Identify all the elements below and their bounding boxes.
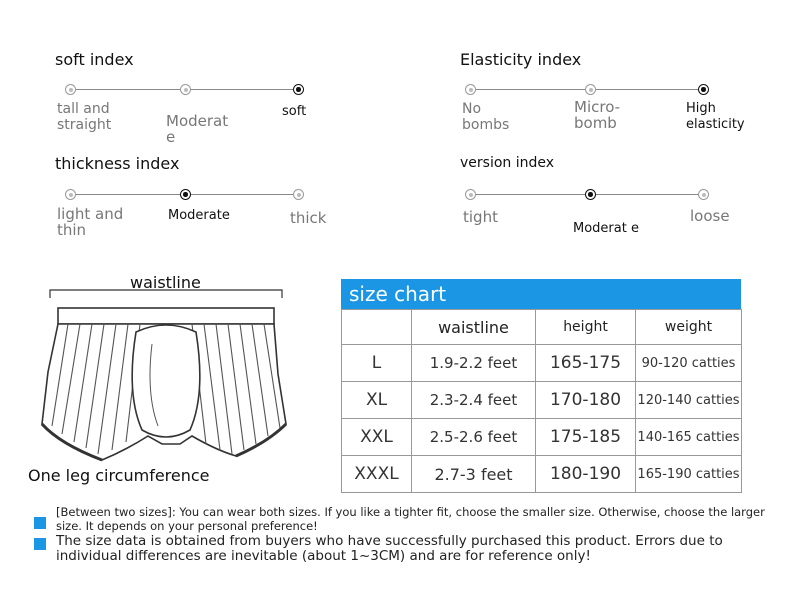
thickness-index-option-2: thick bbox=[290, 209, 327, 227]
note-bullet-icon bbox=[34, 517, 46, 529]
table-row bbox=[342, 456, 742, 493]
front-pouch bbox=[132, 325, 200, 437]
elasticity-index-option-1: Micro- bomb bbox=[574, 98, 621, 132]
note-bullet-icon bbox=[34, 538, 46, 550]
height-cell: 175-185 bbox=[536, 419, 636, 456]
header-waistline: waistline bbox=[412, 310, 536, 345]
table-row bbox=[342, 419, 742, 456]
version-index-option-2: loose bbox=[690, 207, 730, 225]
soft-index-option-0: tall and straight bbox=[57, 101, 112, 133]
weight-cell: 120-140 catties bbox=[636, 382, 742, 419]
size-cell: XXXL bbox=[342, 456, 412, 493]
header-weight: weight bbox=[636, 310, 742, 345]
soft-index-option-2: soft bbox=[282, 104, 307, 119]
soft-index-dot-0 bbox=[65, 84, 76, 95]
version-index-option-1: Moderat e bbox=[573, 221, 639, 236]
waistline-measure-bracket bbox=[50, 290, 282, 298]
thickness-index-dot-2 bbox=[293, 189, 304, 200]
thickness-index-dot-0 bbox=[65, 189, 76, 200]
size-chart-table bbox=[341, 309, 742, 493]
waistline-cell: 2.5-2.6 feet bbox=[412, 419, 536, 456]
size-chart-header-row bbox=[342, 310, 742, 345]
note-between-sizes: [Between two sizes]: You can wear both sizes. If you like a tighter fit, choose the smaller size. Otherwise, choose the larger size. It depends on your personal preference! bbox=[56, 505, 765, 533]
thickness-index-option-0: light and thin bbox=[57, 205, 124, 239]
elasticity-index-dot-1 bbox=[585, 84, 596, 95]
version-index-title: version index bbox=[460, 155, 555, 171]
thickness-index-dot-1-selected bbox=[180, 189, 191, 200]
leg-circumference-label: One leg circumference bbox=[28, 466, 210, 485]
height-cell: 165-175 bbox=[536, 345, 636, 382]
weight-cell: 90-120 catties bbox=[636, 345, 742, 382]
elasticity-index-option-2: High elasticity bbox=[686, 101, 745, 132]
version-index-dot-1-selected bbox=[585, 189, 596, 200]
waistline-label: waistline bbox=[130, 273, 201, 292]
elasticity-index-option-0: No bombs bbox=[462, 101, 510, 133]
size-chart-title: size chart bbox=[341, 279, 741, 309]
waistline-cell: 2.3-2.4 feet bbox=[412, 382, 536, 419]
weight-cell: 140-165 catties bbox=[636, 419, 742, 456]
header-size bbox=[342, 310, 412, 345]
soft-index-option-1: Moderat e bbox=[166, 112, 229, 146]
waistline-cell: 2.7-3 feet bbox=[412, 456, 536, 493]
underwear-diagram bbox=[40, 284, 300, 464]
size-cell: XXL bbox=[342, 419, 412, 456]
soft-index-dot-2-selected bbox=[293, 84, 304, 95]
version-index-dot-0 bbox=[465, 189, 476, 200]
table-row bbox=[342, 345, 742, 382]
table-row bbox=[342, 382, 742, 419]
elasticity-index-dot-2-selected bbox=[698, 84, 709, 95]
soft-index-title: soft index bbox=[55, 50, 134, 69]
header-height: height bbox=[536, 310, 636, 345]
height-cell: 180-190 bbox=[536, 456, 636, 493]
version-index-option-0: tight bbox=[463, 208, 498, 226]
version-index-dot-2 bbox=[698, 189, 709, 200]
thickness-index-title: thickness index bbox=[55, 154, 180, 173]
elasticity-index-dot-0 bbox=[465, 84, 476, 95]
thickness-index-option-1: Moderate bbox=[168, 208, 230, 223]
waistline-cell: 1.9-2.2 feet bbox=[412, 345, 536, 382]
soft-index-dot-1 bbox=[180, 84, 191, 95]
note-size-data: The size data is obtained from buyers who have successfully purchased this product. Errors due to individual differences are inevitable (about 1~3CM) and are for reference only! bbox=[56, 533, 723, 564]
elasticity-index-title: Elasticity index bbox=[460, 50, 582, 69]
size-cell: XL bbox=[342, 382, 412, 419]
waistband bbox=[58, 308, 274, 324]
weight-cell: 165-190 catties bbox=[636, 456, 742, 493]
size-cell: L bbox=[342, 345, 412, 382]
height-cell: 170-180 bbox=[536, 382, 636, 419]
